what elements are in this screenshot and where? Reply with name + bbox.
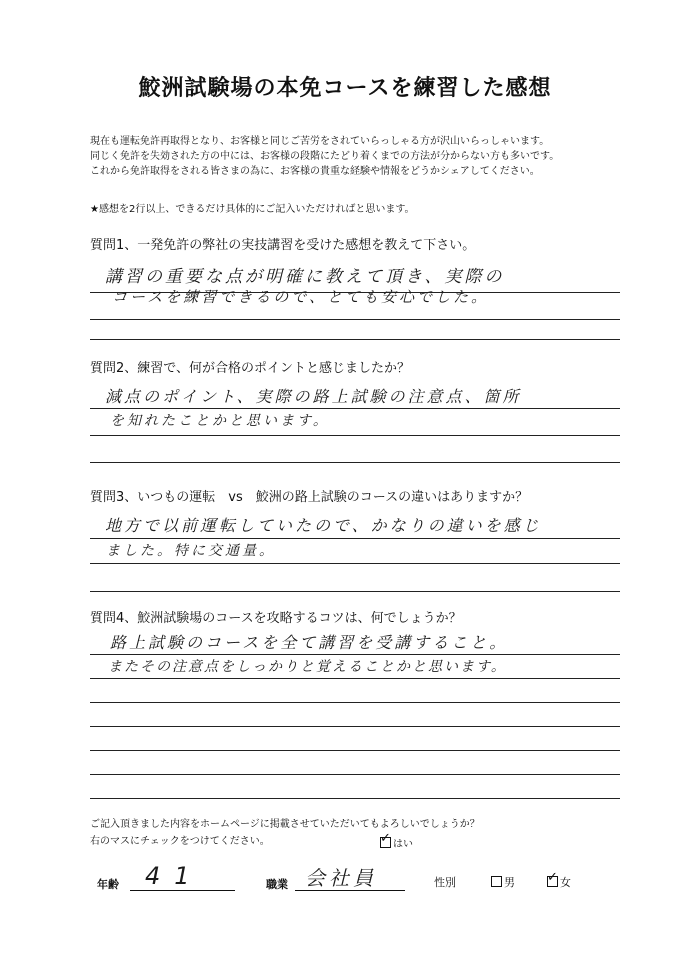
- ruled-line: [90, 462, 620, 463]
- female-label: 女: [560, 876, 571, 889]
- handwritten-answer-line: 講習の重要な点が明確に教えて頂き、実際の: [105, 267, 505, 287]
- ruled-line: [90, 726, 620, 727]
- consent-text: [90, 816, 480, 850]
- page-title: 鮫洲試験場の本免コースを練習した感想: [138, 76, 552, 101]
- question-2: 質問2、練習で、何が合格のポイントと感じましたか？: [90, 361, 411, 376]
- handwritten-answer-line: 地方で以前運転していたので、かなりの違いを感じ: [105, 516, 542, 535]
- handwritten-answer-line: ました。特に交通量。: [106, 543, 276, 559]
- handwritten-answer-line: またその注意点をしっかりと覚えることかと思います。: [108, 659, 507, 675]
- ruled-line: [90, 339, 620, 340]
- check-mark-icon: ✓: [380, 831, 391, 846]
- ruled-line: [90, 798, 620, 799]
- gender-label: 性別: [434, 876, 456, 889]
- intro-line: これから免許取得をされる皆さまの為に、お客様の貴重な経験や情報をどうかシェアしてください。: [90, 166, 540, 177]
- age-value: 41: [145, 862, 204, 890]
- ruled-line: [90, 750, 620, 751]
- question-4: 質問4、鮫洲試験場のコースを攻略するコツは、何でしょうか？: [90, 611, 462, 626]
- intro-text: [90, 134, 559, 179]
- age-underline: [130, 890, 235, 891]
- ruled-line: [90, 654, 620, 655]
- handwritten-answer-line: 路上試験のコースを全て講習を受講すること。: [110, 633, 509, 652]
- job-value: 会社員: [305, 866, 377, 890]
- handwritten-answer-line: コースを練習できるので、とても安心でした。: [112, 288, 489, 306]
- male-checkbox[interactable]: [491, 876, 502, 887]
- intro-line: 同じく免許を失効された方の中には、お客様の段階にたどり着くまでの方法が分からない方も多いです。: [90, 151, 560, 162]
- male-label: 男: [504, 876, 515, 889]
- consent-yes-label: はい: [393, 839, 413, 850]
- ruled-line: [90, 678, 620, 679]
- ruled-line: [90, 538, 620, 539]
- ruled-line: [90, 591, 620, 592]
- ruled-line: [90, 435, 620, 436]
- question-3: 質問3、いつもの運転 vs 鮫洲の路上試験のコースの違いはありますか？: [90, 490, 529, 505]
- gender-male-option[interactable]: [491, 874, 515, 890]
- handwritten-answer-line: を知れたことかと思います。: [110, 413, 330, 429]
- consent-checkbox[interactable]: [380, 831, 391, 848]
- instruction-note: ★感想を2行以上、できるだけ具体的にご記入いただければと思います。: [90, 204, 415, 215]
- ruled-line: [90, 563, 620, 564]
- check-mark-icon: ✓: [547, 870, 558, 885]
- ruled-line: [90, 408, 620, 409]
- gender-female-option[interactable]: [547, 870, 571, 890]
- consent-line: 右のマスにチェックをつけてください。: [90, 836, 270, 847]
- consent-line: ご記入頂きました内容をホームページに掲載させていただいてもよろしいでしょうか？: [90, 819, 480, 830]
- ruled-line: [90, 319, 620, 320]
- handwritten-answer-line: 減点のポイント、実際の路上試験の注意点、箇所: [105, 387, 522, 406]
- intro-line: 現在も運転免許再取得となり、お客様と同じご苦労をされていらっしゃる方が沢山いらっしゃいます。: [90, 136, 550, 147]
- question-1: 質問1、一発免許の弊社の実技講習を受けた感想を教えて下さい。: [90, 238, 476, 253]
- ruled-line: [90, 774, 620, 775]
- job-label: 職業: [266, 878, 288, 891]
- job-underline: [295, 890, 405, 891]
- ruled-line: [90, 702, 620, 703]
- female-checkbox[interactable]: [547, 870, 558, 887]
- consent-yes-option[interactable]: [380, 831, 413, 850]
- age-label: 年齢: [97, 878, 119, 891]
